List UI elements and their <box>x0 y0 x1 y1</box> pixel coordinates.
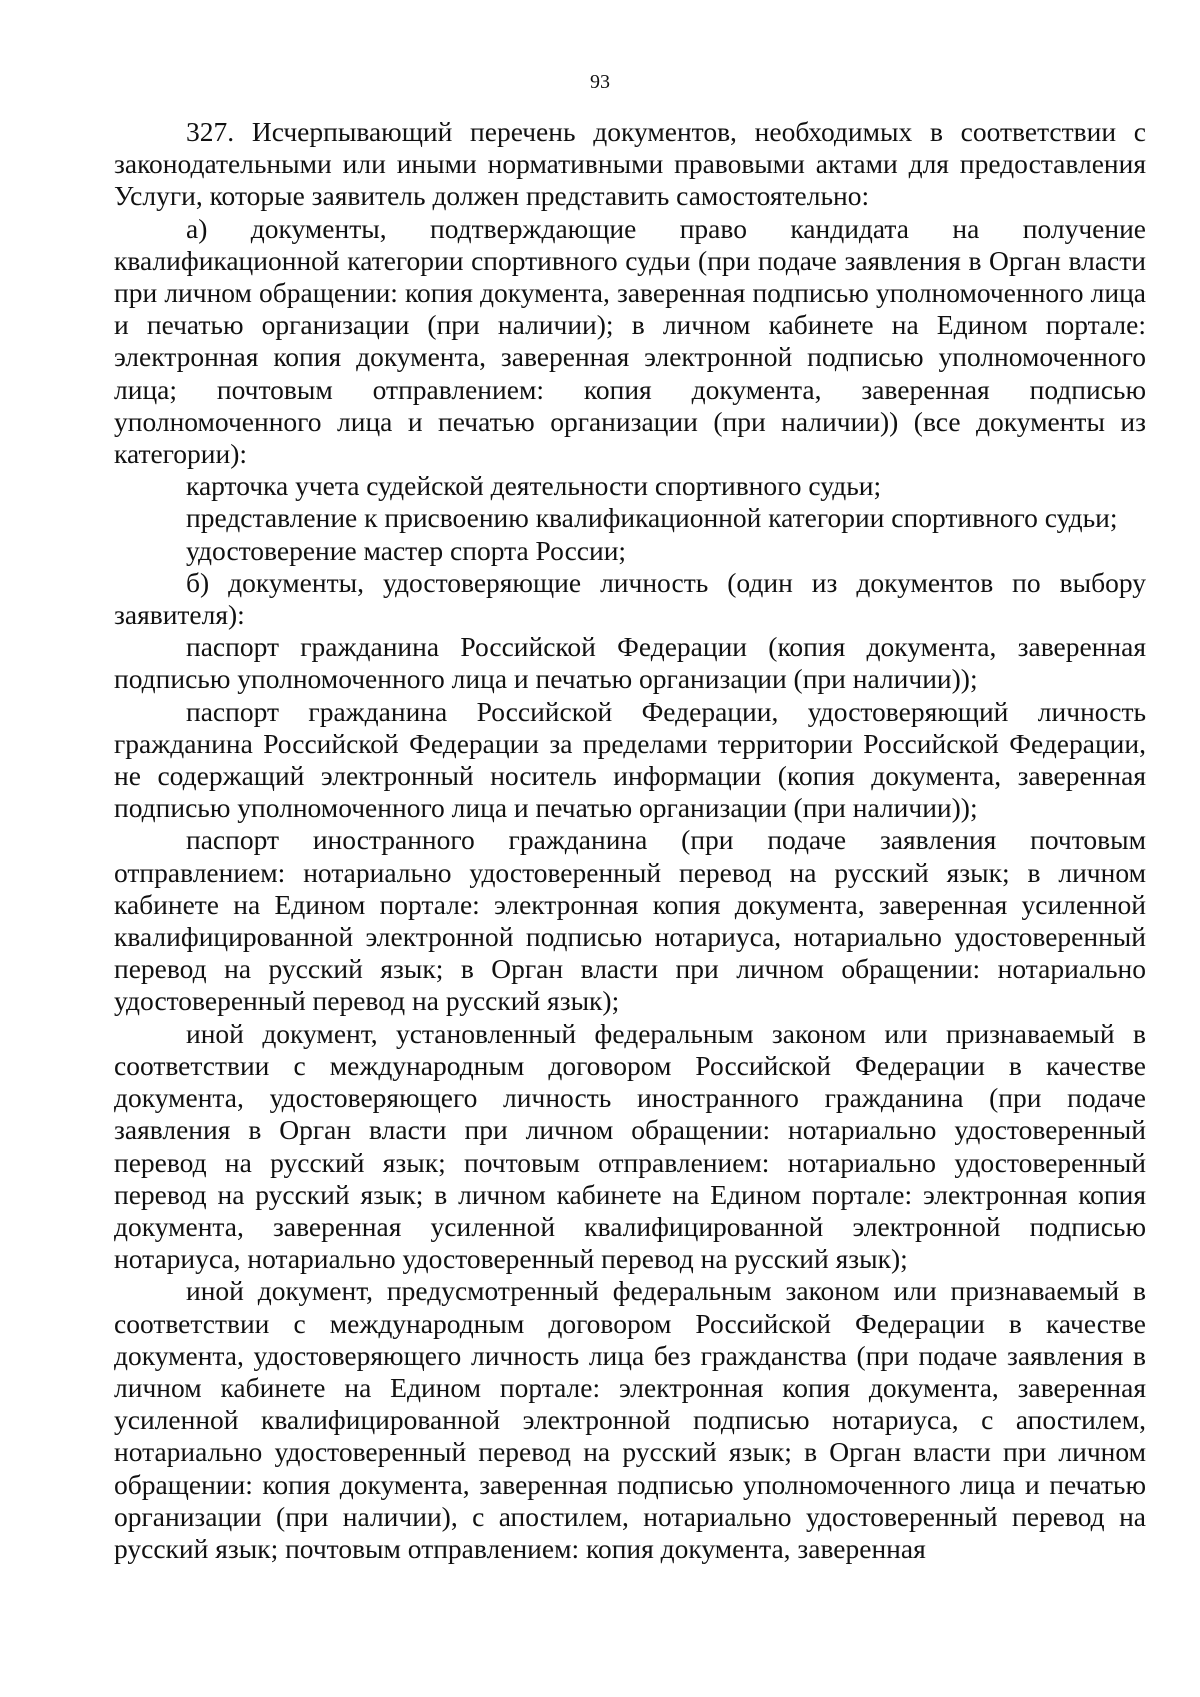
paragraph-master-of-sport: удостоверение мастер спорта России; <box>186 534 627 566</box>
paragraph-b-identity-documents: б) документы, удостоверяющие личность (один из документов по выбору заявителя): <box>114 566 1146 631</box>
paragraph-foreign-citizen-passport: паспорт иностранного гражданина (при подаче заявления почтовым отправлением: нотариально удостоверенный перевод на русский язык; в личном кабинете на Едином портале: электронная копия документа, заверенная усиленной квалифицированной электронной подписью нотариуса, нотариально удостоверенный перевод на русский язык; в Орган власти при личном обращении: нотариально удостоверенный перевод на русский язык); <box>114 824 1146 1017</box>
document-body <box>114 116 1146 1565</box>
paragraph-presentation: представление к присвоению квалификационной категории спортивного судьи; <box>186 502 1118 534</box>
paragraph-327-intro: 327. Исчерпывающий перечень документов, необходимых в соответствии с законодательными или иными нормативными правовыми актами для предоставления Услуги, которые заявитель должен представить самостоятельно: <box>114 116 1146 212</box>
page-number: 93 <box>590 71 610 93</box>
paragraph-foreign-travel-passport: паспорт гражданина Российской Федерации, удостоверяющий личность гражданина Российской Федерации за пределами территории Российской Федерации, не содержащий электронный носитель информации (копия документа, заверенная подписью уполномоченного лица и печатью организации (при наличии)); <box>114 695 1146 824</box>
paragraph-stateless-id: иной документ, предусмотренный федеральным законом или признаваемый в соответствии с международным договором Российской Федерации в качестве документа, удостоверяющего личность лица без гражданства (при подаче заявления в личном кабинете на Едином портале: электронная копия документа, заверенная усиленной квалифицированной электронной подписью нотариуса, с апостилем, нотариально удостоверенный перевод на русский язык; в Орган власти при личном обращении: копия документа, заверенная подписью уполномоченного лица и печатью организации (при наличии), с апостилем, нотариально удостоверенный перевод на русский язык; почтовым отправлением: копия документа, заверенная <box>114 1275 1146 1564</box>
paragraph-other-foreign-id: иной документ, установленный федеральным законом или признаваемый в соответствии с международным договором Российской Федерации в качестве документа, удостоверяющего личность иностранного гражданина (при подаче заявления в Орган власти при личном обращении: нотариально удостоверенный перевод на русский язык; почтовым отправлением: нотариально удостоверенный перевод на русский язык; в личном кабинете на Едином портале: электронная копия документа, заверенная усиленной квалифицированной электронной подписью нотариуса, нотариально удостоверенный перевод на русский язык); <box>114 1017 1146 1275</box>
paragraph-rf-passport: паспорт гражданина Российской Федерации (копия документа, заверенная подписью уполномоченного лица и печатью организации (при наличии)); <box>114 631 1146 695</box>
paragraph-a-documents: а) документы, подтверждающие право кандидата на получение квалификационной категории спортивного судьи (при подаче заявления в Орган власти при личном обращении: копия документа, заверенная подписью уполномоченного лица и печатью организации (при наличии); в личном кабинете на Едином портале: электронная копия документа, заверенная электронной подписью уполномоченного лица; почтовым отправлением: копия документа, заверенная подписью уполномоченного лица и печатью организации (при наличии)) (все документы из категории): <box>114 212 1146 470</box>
paragraph-referee-card: карточка учета судейской деятельности спортивного судьи; <box>186 470 882 502</box>
